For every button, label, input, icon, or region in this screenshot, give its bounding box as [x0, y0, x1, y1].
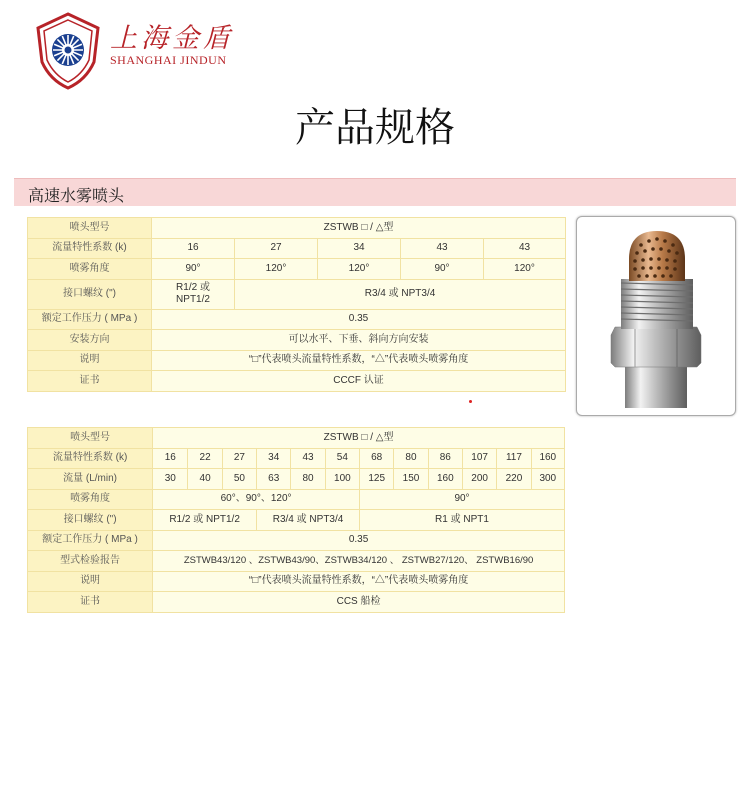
- row-label: 说明: [28, 571, 153, 592]
- table-cell: 80: [291, 469, 325, 490]
- table-cell: 120°: [235, 259, 318, 280]
- table-row: [28, 489, 565, 510]
- row-label: 流量特性系数 (k): [28, 238, 152, 259]
- table-cell: R3/4 或 NPT3/4: [257, 510, 360, 531]
- page-title: 产品规格: [295, 105, 455, 151]
- table-cell: 63: [257, 469, 291, 490]
- table-cell: 160: [531, 448, 564, 469]
- row-label: 喷头型号: [28, 218, 152, 239]
- row-label: 安装方向: [28, 330, 152, 351]
- row-label: 说明: [28, 350, 152, 371]
- table-cell: 16: [152, 238, 235, 259]
- table-row: [28, 428, 565, 449]
- row-label: 额定工作压力 ( MPa ): [28, 309, 152, 330]
- table-cell: “□”代表喷头流量特性系数，“△”代表喷头喷雾角度: [152, 350, 566, 371]
- table-cell: 43: [291, 448, 325, 469]
- row-label: 接口螺纹 ("): [28, 279, 152, 309]
- table-cell: 43: [484, 238, 566, 259]
- table-cell: 100: [325, 469, 359, 490]
- table-cell: 60°、90°、120°: [153, 489, 360, 510]
- nozzle-image: [577, 217, 736, 416]
- table-cell: 90°: [360, 489, 565, 510]
- table-cell: 300: [531, 469, 564, 490]
- table-cell: CCS 船检: [153, 592, 565, 613]
- table-cell: 27: [222, 448, 256, 469]
- table-cell: R3/4 或 NPT3/4: [235, 279, 566, 309]
- table-cell: 50: [222, 469, 256, 490]
- row-label: 流量特性系数 (k): [28, 448, 153, 469]
- table-row: [28, 530, 565, 551]
- row-label: 额定工作压力 ( MPa ): [28, 530, 153, 551]
- table-cell: 107: [462, 448, 496, 469]
- row-label: 型式检验报告: [28, 551, 153, 572]
- table-cell: 150: [394, 469, 428, 490]
- table-cell: 90°: [401, 259, 484, 280]
- table-cell: 86: [428, 448, 462, 469]
- row-label: 喷头型号: [28, 428, 153, 449]
- table-row: [28, 238, 566, 259]
- table-row: [28, 350, 566, 371]
- table-cell: ZSTWB □ / △型: [153, 428, 565, 449]
- table-cell: 30: [153, 469, 188, 490]
- table-cell: R1/2 或 NPT1/2: [152, 279, 235, 309]
- table-cell: 160: [428, 469, 462, 490]
- row-label: 证书: [28, 371, 152, 392]
- spec-table-1: [27, 217, 566, 392]
- table-cell: ZSTWB □ / △型: [152, 218, 566, 239]
- table-row: [28, 279, 566, 309]
- table-cell: 117: [497, 448, 531, 469]
- table-row: [28, 571, 565, 592]
- table-cell: 27: [235, 238, 318, 259]
- table-cell: “□”代表喷头流量特性系数，“△”代表喷头喷雾角度: [153, 571, 565, 592]
- table-cell: R1 或 NPT1: [360, 510, 565, 531]
- table-row: [28, 551, 565, 572]
- table-cell: 200: [462, 469, 496, 490]
- section-title: 高速水雾喷头: [28, 186, 125, 205]
- table-cell: 16: [153, 448, 188, 469]
- table-row: [28, 309, 566, 330]
- table-cell: 220: [497, 469, 531, 490]
- section-header: [14, 178, 736, 206]
- table-cell: 可以水平、下垂、斜向方向安装: [152, 330, 566, 351]
- table-row: [28, 218, 566, 239]
- table-cell: 90°: [152, 259, 235, 280]
- table-cell: 120°: [484, 259, 566, 280]
- table-row: [28, 510, 565, 531]
- row-label: 流量 (L/min): [28, 469, 153, 490]
- product-photo: [576, 216, 736, 416]
- table-cell: 80: [394, 448, 428, 469]
- brand-name-cn: 上海金盾: [110, 23, 234, 54]
- table-cell: 68: [360, 448, 394, 469]
- company-logo: [36, 12, 100, 90]
- table-row: [28, 592, 565, 613]
- table-cell: 0.35: [153, 530, 565, 551]
- table-cell: 34: [257, 448, 291, 469]
- table-row: [28, 330, 566, 351]
- table-cell: ZSTWB43/120 、ZSTWB43/90、ZSTWB34/120 、 ZSTWB27/120、 ZSTWB16/90: [153, 551, 565, 572]
- table-cell: 34: [318, 238, 401, 259]
- row-label: 证书: [28, 592, 153, 613]
- brand-name-en: SHANGHAI JINDUN: [110, 53, 227, 67]
- table-cell: 40: [188, 469, 222, 490]
- table-cell: 43: [401, 238, 484, 259]
- table-row: [28, 469, 565, 490]
- table-cell: 22: [188, 448, 222, 469]
- red-dot-mark: [469, 400, 472, 403]
- spec-table-2: [27, 427, 565, 613]
- row-label: 喷雾角度: [28, 259, 152, 280]
- table-row: [28, 371, 566, 392]
- table-cell: 120°: [318, 259, 401, 280]
- table-row: [28, 259, 566, 280]
- table-cell: 125: [360, 469, 394, 490]
- table-cell: R1/2 或 NPT1/2: [153, 510, 257, 531]
- row-label: 喷雾角度: [28, 489, 153, 510]
- table-row: [28, 448, 565, 469]
- row-label: 接口螺纹 ("): [28, 510, 153, 531]
- table-cell: CCCF 认证: [152, 371, 566, 392]
- table-cell: 54: [325, 448, 359, 469]
- table-cell: 0.35: [152, 309, 566, 330]
